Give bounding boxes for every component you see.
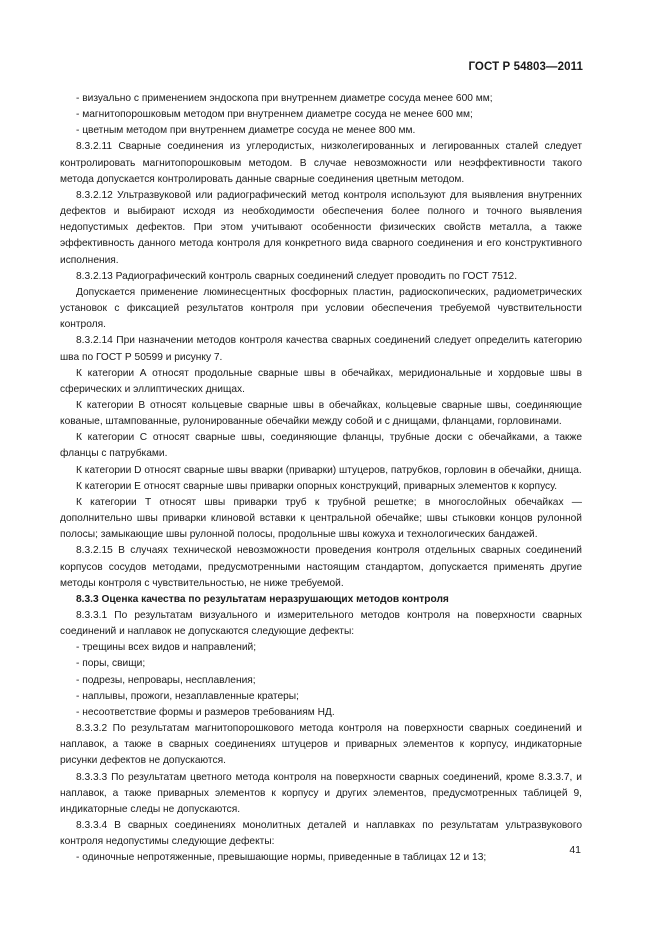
paragraph: Допускается применение люминесцентных фосфорных пластин, радиоскопических, радиометрических установок с фиксацией результатов контроля при условии обеспечения требуемой чувствительности контроля.: [60, 286, 582, 331]
list-item: - поры, свищи;: [76, 658, 146, 670]
list-item: - подрезы, непровары, несплавления;: [76, 674, 256, 686]
list-item: - трещины всех видов и направлений;: [76, 642, 257, 654]
page-number: 41: [569, 844, 581, 856]
paragraph: 8.3.3.4 В сварных соединениях монолитных деталей и наплавках по результатам ультразвукового контроля недопустимы следующие дефекты:: [60, 820, 582, 848]
list-item: - магнитопорошковым методом при внутреннем диаметре сосуда не менее 600 мм;: [76, 109, 473, 121]
list-item: - одиночные непротяженные, превышающие нормы, приведенные в таблицах 12 и 13;: [76, 852, 487, 864]
paragraph: К категории В относят кольцевые сварные швы в обечайках, кольцевые сварные швы, соединяющие кованые, штампованные, рулонированные обечайки между собой и с днищами, фланцами, горловинами.: [60, 399, 582, 428]
paragraph: К категории С относят сварные швы, соединяющие фланцы, трубные доски с обечайками, а также фланцы с патрубками.: [60, 432, 582, 460]
paragraph: 8.3.2.11 Сварные соединения из углеродистых, низколегированных и легированных сталей следует контролировать магнитопорошковым методом. В случае невозможности или неэффективности такого метода допускается контролировать данные сварные соединения цветным методом.: [60, 141, 582, 185]
paragraph: К категории А относят продольные сварные швы в обечайках, меридиональные и хордовые швы в сферических и эллиптических днищах.: [60, 367, 582, 395]
standard-header: ГОСТ Р 54803—2011: [468, 61, 583, 73]
paragraph: К категории Т относят швы приварки труб к трубной решетке; в многослойных обечайках — дополнительно швы приварки клиновой вставки к центральной обечайке; швы стыковки концов рулонной полосы; замыкающие швы рулонной полосы, продольные швы кожуха и технологических бандажей.: [60, 496, 582, 541]
paragraph: 8.3.2.13 Радиографический контроль сварных соединений следует проводить по ГОСТ 7512.: [76, 270, 518, 282]
paragraph: 8.3.2.14 При назначении методов контроля качества сварных соединений следует определить категорию шва по ГОСТ Р 50599 и рисунку 7.: [60, 335, 582, 363]
section-heading: 8.3.3 Оценка качества по результатам неразрушающих методов контроля: [76, 593, 449, 605]
list-item: - наплывы, прожоги, незаплавленные кратеры;: [76, 690, 299, 702]
list-item: - несоответствие формы и размеров требованиям НД.: [76, 706, 335, 718]
paragraph: К категории D относят сварные швы вварки (приварки) штуцеров, патрубков, горловин в обечайки, днища.: [76, 464, 582, 476]
list-item: - цветным методом при внутреннем диаметре сосуда не менее 800 мм.: [76, 125, 416, 137]
paragraph: 8.3.3.2 По результатам магнитопорошкового метода контроля на поверхности сварных соединений и наплавок, а также в сварных соединениях штуцеров и приварных элементов к корпусу, индикаторные рисунки дефектов не допускаются.: [60, 723, 582, 767]
list-item: - визуально с применением эндоскопа при внутреннем диаметре сосуда менее 600 мм;: [76, 93, 493, 104]
paragraph: 8.3.3.3 По результатам цветного метода контроля на поверхности сварных соединений, кроме 8.3.3.7, и наплавок, а также приварных элементов к корпусу и других элементов, предусмотренных таблицей 9, индикаторные следы не допускаются.: [60, 771, 582, 815]
paragraph: 8.3.3.1 По результатам визуального и измерительного методов контроля на поверхности сварных соединений и наплавок не допускаются следующие дефекты:: [60, 610, 582, 638]
paragraph: 8.3.2.12 Ультразвуковой или радиографический метод контроля используют для выявления внутренних дефектов и выбирают исходя из необходимости обеспечения более полного и точного выявления недопустимых дефектов. При этом учитывают особенности физических свойств металла, а также эффективность данного метода контроля для конкретного вида сварного соединения и его конструктивного исполнения.: [60, 189, 582, 266]
body-text: [60, 91, 582, 867]
paragraph: 8.3.2.15 В случаях технической невозможности проведения контроля отдельных сварных соединений корпусов сосудов методами, предусмотренными настоящим стандартом, допускается применять другие методы контроля с чувствительностью, не ниже требуемой.: [60, 545, 582, 589]
paragraph: К категории Е относят сварные швы приварки опорных конструкций, приварных элементов к корпусу.: [76, 480, 558, 492]
